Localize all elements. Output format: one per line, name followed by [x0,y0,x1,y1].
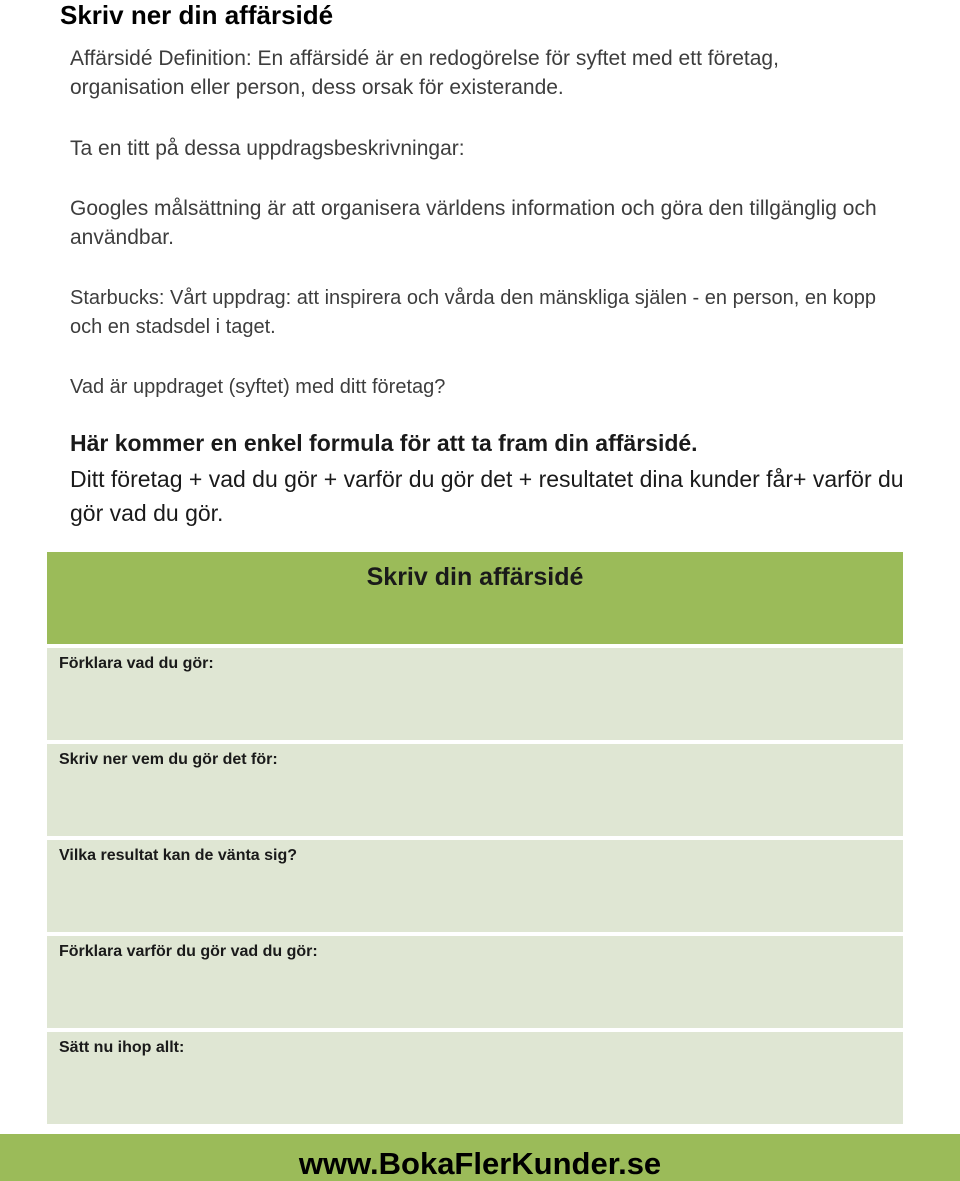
worksheet-row-label: Sätt nu ihop allt: [59,1039,185,1056]
worksheet-header [47,552,903,648]
worksheet-row-what[interactable] [47,648,903,744]
worksheet-row-why[interactable] [47,936,903,1032]
intro-paragraph: Ta en titt på dessa uppdragsbeskrivningar: [70,137,465,160]
formula-heading: Här kommer en enkel formula för att ta fram din affärsidé. [70,430,698,456]
worksheet-row-label: Skriv ner vem du gör det för: [59,751,278,768]
google-example-paragraph: Googles målsättning är att organisera världens information och göra den tillgänglig och användbar. [70,197,877,249]
worksheet-row-label: Förklara varför du gör vad du gör: [59,943,318,960]
question-paragraph: Vad är uppdraget (syftet) med ditt företag? [70,376,446,398]
worksheet-title: Skriv din affärsidé [366,563,584,591]
worksheet-row-label: Vilka resultat kan de vänta sig? [59,847,298,864]
worksheet-row-results[interactable] [47,840,903,936]
worksheet-row-who[interactable] [47,744,903,840]
worksheet-row-combine[interactable] [47,1032,903,1124]
formula-body: Ditt företag + vad du gör + varför du gör det + resultatet dina kunder får+ varför du gör vad du gör. [70,466,904,526]
definition-paragraph: Affärsidé Definition: En affärsidé är en redogörelse för syftet med ett företag, organisation eller person, dess orsak för existerande. [70,47,779,99]
starbucks-example-paragraph: Starbucks: Vårt uppdrag: att inspirera och vårda den mänskliga själen - en person, en kopp och en stadsdel i taget. [70,287,877,338]
worksheet-table [47,552,903,1124]
footer-bar [0,1134,960,1181]
footer-url: www.BokaFlerKunder.se [298,1146,662,1181]
page-title: Skriv ner din affärsidé [60,0,334,30]
worksheet-row-label: Förklara vad du gör: [59,655,214,672]
